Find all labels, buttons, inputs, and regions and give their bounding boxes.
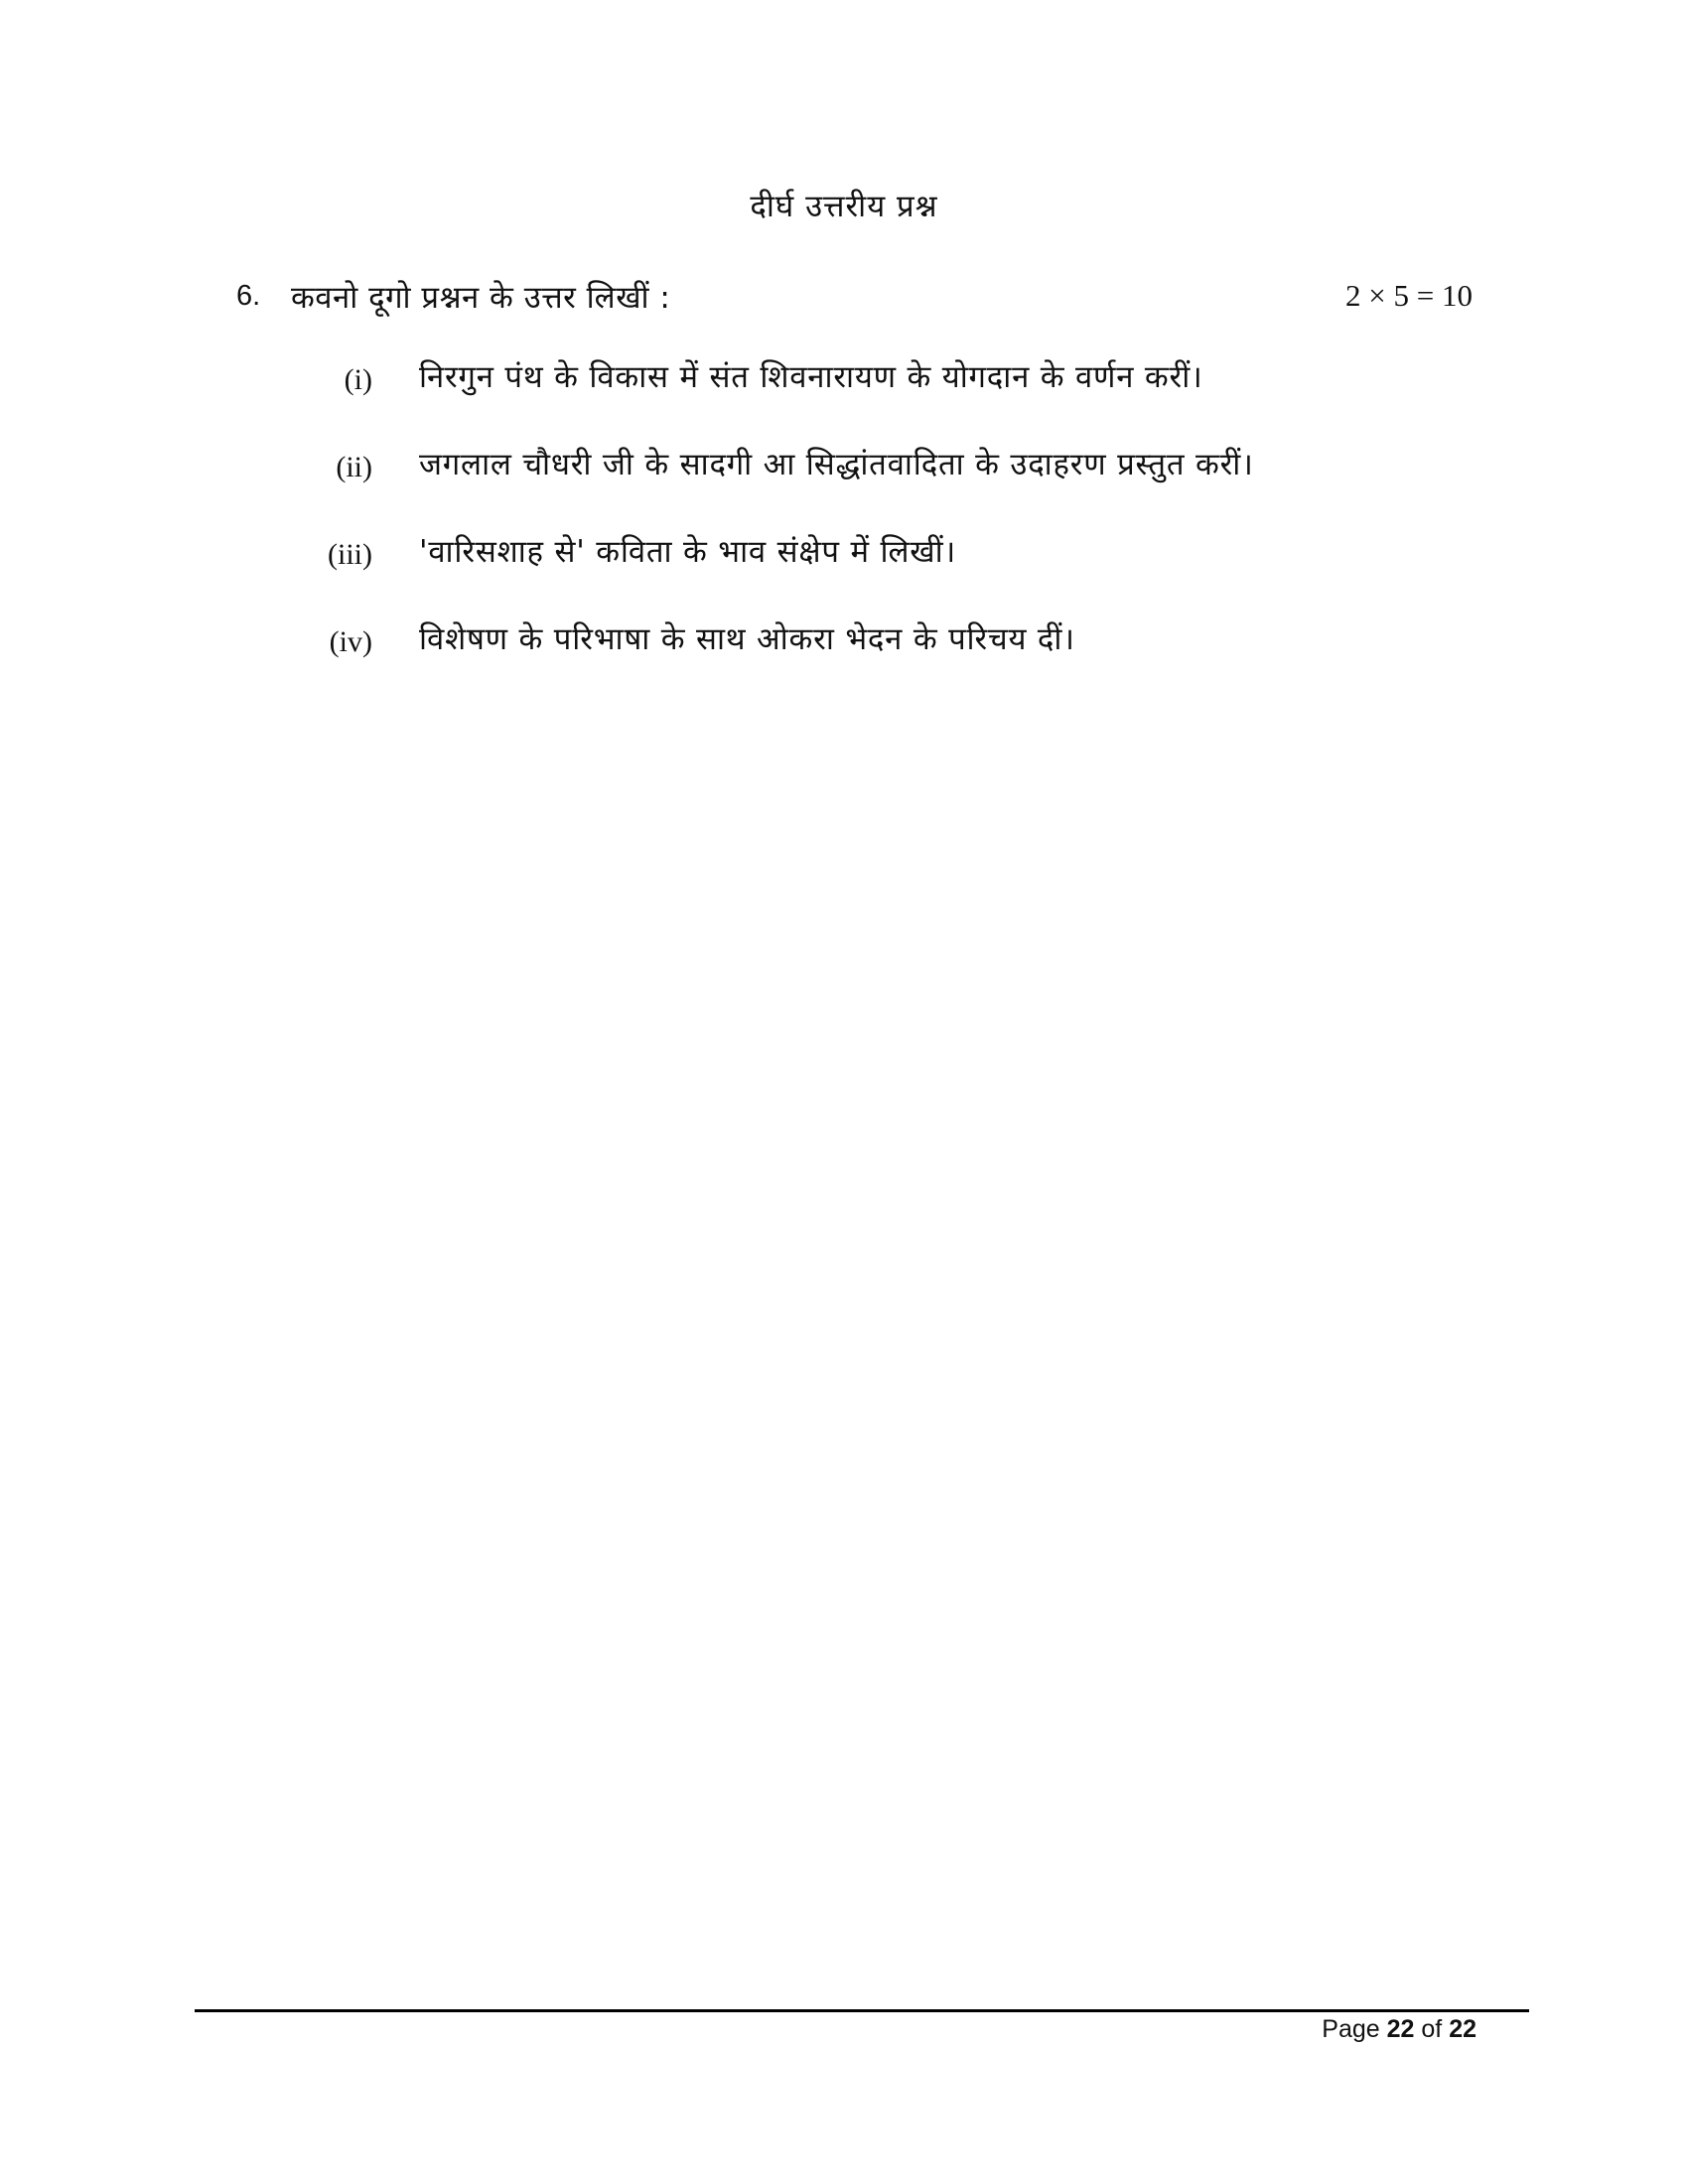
question-row: [236, 276, 1473, 320]
page-separator: of: [1421, 2015, 1443, 2043]
sub-question-text: जगलाल चौधरी जी के सादगी आ सिद्धांतवादिता के उदाहरण प्रस्तुत करीं।: [419, 447, 1254, 482]
sub-question-item: [298, 443, 1440, 530]
sub-question-text: 'वारिसशाह से' कविता के भाव संक्षेप में लिखीं।: [419, 534, 957, 570]
footer-divider: [195, 2009, 1529, 2012]
question-marks: 2 × 5 = 10: [1345, 278, 1473, 313]
page-number: [1322, 2015, 1477, 2044]
current-page: 22: [1386, 2015, 1415, 2043]
sub-question-text: विशेषण के परिभाषा के साथ ओकरा भेदन के परिचय दीं।: [419, 621, 1075, 657]
sub-question-list: [298, 355, 1440, 705]
sub-question-numeral: (iv): [329, 625, 372, 658]
section-heading: दीर्घ उत्तरीय प्रश्न: [750, 189, 938, 224]
question-instruction: कवनो दूगो प्रश्नन के उत्तर लिखीं :: [291, 280, 671, 316]
sub-question-numeral: (ii): [336, 451, 372, 483]
sub-question-item: [298, 530, 1440, 617]
sub-question-text: निरगुन पंथ के विकास में संत शिवनारायण के योगदान के वर्णन करीं।: [419, 359, 1203, 395]
sub-question-item: [298, 355, 1440, 443]
sub-question-numeral: (i): [344, 363, 372, 396]
sub-question-item: [298, 617, 1440, 705]
page-prefix: Page: [1322, 2015, 1380, 2043]
sub-question-numeral: (iii): [328, 538, 372, 571]
question-number: 6.: [236, 280, 261, 312]
total-pages: 22: [1449, 2015, 1477, 2043]
